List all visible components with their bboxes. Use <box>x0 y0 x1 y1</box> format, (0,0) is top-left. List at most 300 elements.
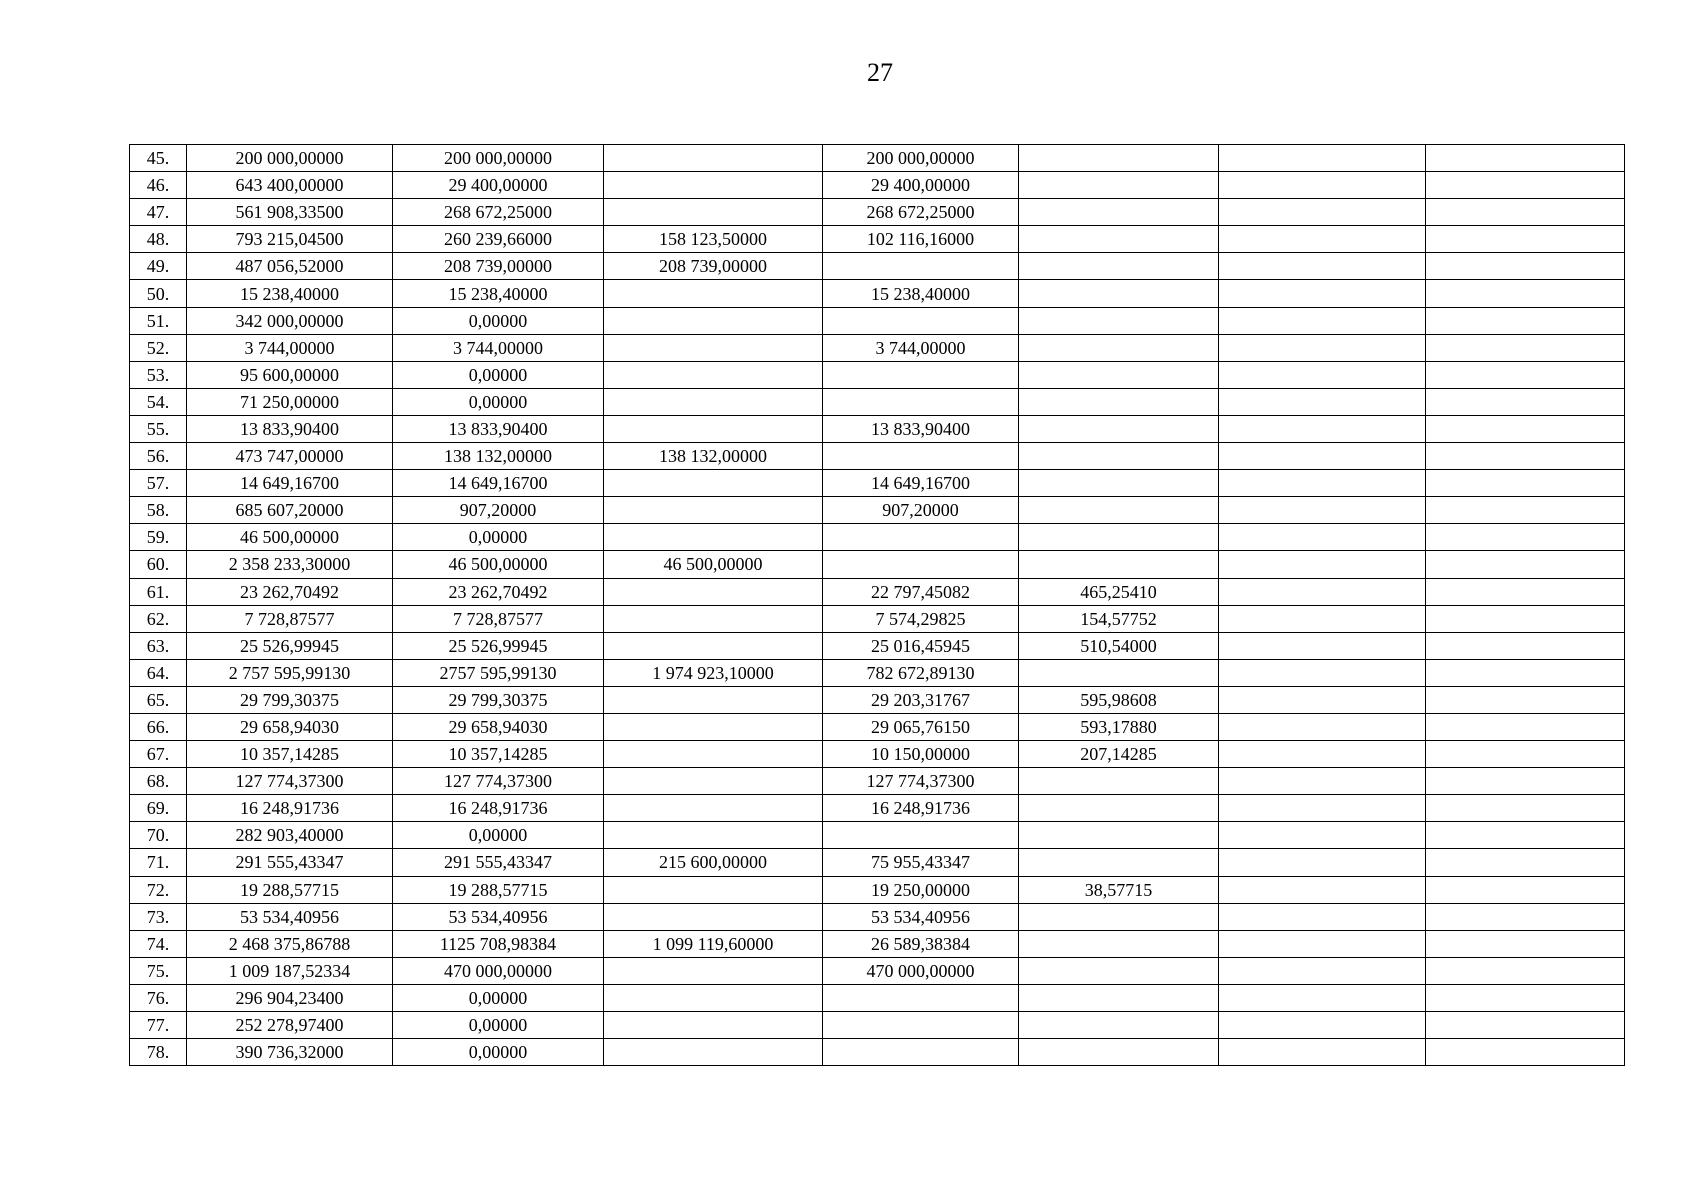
table-cell: 907,20000 <box>393 497 604 524</box>
table-cell: 782 672,89130 <box>823 659 1019 686</box>
table-row <box>130 741 1625 768</box>
table-cell: 10 357,14285 <box>187 741 393 768</box>
table-cell <box>1019 849 1219 876</box>
table-cell <box>823 361 1019 388</box>
table-cell <box>1426 145 1625 172</box>
row-number-cell: 60. <box>130 551 187 578</box>
table-cell: 127 774,37300 <box>823 768 1019 795</box>
table-row <box>130 984 1625 1011</box>
table-cell: 296 904,23400 <box>187 984 393 1011</box>
table-cell: 14 649,16700 <box>823 470 1019 497</box>
table-cell <box>1019 280 1219 307</box>
table-cell: 158 123,50000 <box>604 226 823 253</box>
table-cell <box>1219 605 1426 632</box>
table-cell: 2 358 233,30000 <box>187 551 393 578</box>
table-cell: 15 238,40000 <box>823 280 1019 307</box>
table-row <box>130 388 1625 415</box>
table-cell <box>1219 713 1426 740</box>
table-cell: 10 150,00000 <box>823 741 1019 768</box>
table-cell <box>1219 443 1426 470</box>
table-cell <box>604 984 823 1011</box>
table-cell: 208 739,00000 <box>604 253 823 280</box>
table-cell: 23 262,70492 <box>187 578 393 605</box>
table-cell: 0,00000 <box>393 524 604 551</box>
table-cell <box>604 172 823 199</box>
row-number-cell: 54. <box>130 388 187 415</box>
table-cell <box>1219 849 1426 876</box>
table-cell: 487 056,52000 <box>187 253 393 280</box>
table-cell <box>1019 470 1219 497</box>
table-cell: 14 649,16700 <box>187 470 393 497</box>
table-cell <box>823 822 1019 849</box>
table-cell <box>1019 307 1219 334</box>
table-cell: 291 555,43347 <box>393 849 604 876</box>
table-cell <box>1219 307 1426 334</box>
table-cell <box>823 307 1019 334</box>
row-number-cell: 67. <box>130 741 187 768</box>
table-cell <box>1019 551 1219 578</box>
table-cell: 46 500,00000 <box>604 551 823 578</box>
table-cell: 13 833,90400 <box>187 415 393 442</box>
table-cell <box>604 470 823 497</box>
table-cell <box>1019 388 1219 415</box>
row-number-cell: 66. <box>130 713 187 740</box>
table-row <box>130 957 1625 984</box>
table-cell <box>1219 253 1426 280</box>
table-cell: 0,00000 <box>393 822 604 849</box>
table-cell: 16 248,91736 <box>823 795 1019 822</box>
table-cell <box>1019 199 1219 226</box>
table-cell <box>1426 876 1625 903</box>
table-cell <box>1426 334 1625 361</box>
table-cell <box>1426 280 1625 307</box>
table-cell <box>1426 984 1625 1011</box>
table-cell <box>604 199 823 226</box>
table-cell: 282 903,40000 <box>187 822 393 849</box>
row-number-cell: 74. <box>130 930 187 957</box>
table-cell <box>1426 930 1625 957</box>
row-number-cell: 68. <box>130 768 187 795</box>
row-number-cell: 75. <box>130 957 187 984</box>
table-cell <box>1219 578 1426 605</box>
table-cell: 215 600,00000 <box>604 849 823 876</box>
table-row <box>130 605 1625 632</box>
table-cell <box>1219 741 1426 768</box>
table-row <box>130 551 1625 578</box>
table-cell: 26 589,38384 <box>823 930 1019 957</box>
table-row <box>130 713 1625 740</box>
table-cell <box>823 388 1019 415</box>
table-cell <box>1426 632 1625 659</box>
table-cell <box>604 415 823 442</box>
table-cell <box>1219 1039 1426 1066</box>
table-cell <box>604 795 823 822</box>
table-cell <box>1219 768 1426 795</box>
table-cell: 38,57715 <box>1019 876 1219 903</box>
table-cell <box>604 280 823 307</box>
table-cell <box>1426 713 1625 740</box>
table-row <box>130 524 1625 551</box>
table-cell <box>1019 984 1219 1011</box>
table-cell: 2 468 375,86788 <box>187 930 393 957</box>
table-cell <box>1019 361 1219 388</box>
table-row <box>130 334 1625 361</box>
table-cell: 0,00000 <box>393 388 604 415</box>
table-cell <box>1219 903 1426 930</box>
table-cell: 685 607,20000 <box>187 497 393 524</box>
table-cell <box>1426 849 1625 876</box>
table-cell <box>1019 226 1219 253</box>
table-cell <box>1019 253 1219 280</box>
table-cell <box>1426 307 1625 334</box>
row-number-cell: 51. <box>130 307 187 334</box>
table-row <box>130 145 1625 172</box>
table-cell <box>1019 822 1219 849</box>
table-cell: 342 000,00000 <box>187 307 393 334</box>
table-cell <box>604 876 823 903</box>
row-number-cell: 73. <box>130 903 187 930</box>
table-cell <box>1426 822 1625 849</box>
table-cell: 25 016,45945 <box>823 632 1019 659</box>
row-number-cell: 77. <box>130 1012 187 1039</box>
table-row <box>130 876 1625 903</box>
table-cell <box>1219 145 1426 172</box>
table-cell: 200 000,00000 <box>393 145 604 172</box>
table-row <box>130 470 1625 497</box>
row-number-cell: 49. <box>130 253 187 280</box>
table-cell <box>604 741 823 768</box>
table-cell: 0,00000 <box>393 1012 604 1039</box>
table-cell <box>1219 226 1426 253</box>
table-body <box>130 145 1625 1066</box>
table-cell <box>823 1012 1019 1039</box>
table-cell <box>1219 551 1426 578</box>
table-cell: 29 658,94030 <box>187 713 393 740</box>
row-number-cell: 48. <box>130 226 187 253</box>
table-cell <box>1019 768 1219 795</box>
row-number-cell: 58. <box>130 497 187 524</box>
table-cell <box>823 253 1019 280</box>
table-cell <box>1426 172 1625 199</box>
table-cell: 25 526,99945 <box>393 632 604 659</box>
table-cell <box>1219 1012 1426 1039</box>
table-cell <box>1426 768 1625 795</box>
table-cell <box>1219 984 1426 1011</box>
table-cell: 25 526,99945 <box>187 632 393 659</box>
table-cell: 29 400,00000 <box>393 172 604 199</box>
table-cell: 793 215,04500 <box>187 226 393 253</box>
table-cell: 7 728,87577 <box>393 605 604 632</box>
row-number-cell: 47. <box>130 199 187 226</box>
table-cell <box>1426 524 1625 551</box>
table-cell <box>604 1012 823 1039</box>
table-cell <box>1426 957 1625 984</box>
table-cell: 13 833,90400 <box>823 415 1019 442</box>
table-cell <box>604 903 823 930</box>
table-cell: 23 262,70492 <box>393 578 604 605</box>
table-row <box>130 253 1625 280</box>
table-cell <box>604 388 823 415</box>
table-cell <box>604 497 823 524</box>
table-cell: 15 238,40000 <box>393 280 604 307</box>
table-row <box>130 307 1625 334</box>
table-cell <box>604 605 823 632</box>
table-cell: 19 250,00000 <box>823 876 1019 903</box>
row-number-cell: 62. <box>130 605 187 632</box>
table-cell <box>604 334 823 361</box>
table-cell <box>604 686 823 713</box>
table-cell <box>1219 388 1426 415</box>
table-cell: 260 239,66000 <box>393 226 604 253</box>
row-number-cell: 64. <box>130 659 187 686</box>
table-cell <box>1426 741 1625 768</box>
table-cell <box>1219 199 1426 226</box>
table-cell <box>604 307 823 334</box>
table-cell: 1 009 187,52334 <box>187 957 393 984</box>
row-number-cell: 78. <box>130 1039 187 1066</box>
table-cell: 470 000,00000 <box>393 957 604 984</box>
table-cell <box>823 984 1019 1011</box>
table-cell <box>1019 659 1219 686</box>
row-number-cell: 70. <box>130 822 187 849</box>
table-cell: 907,20000 <box>823 497 1019 524</box>
table-row <box>130 795 1625 822</box>
table-cell <box>1426 903 1625 930</box>
table-cell <box>1019 930 1219 957</box>
table-cell <box>1219 876 1426 903</box>
table-cell <box>1426 795 1625 822</box>
table-cell: 138 132,00000 <box>604 443 823 470</box>
table-cell <box>604 578 823 605</box>
table-cell: 390 736,32000 <box>187 1039 393 1066</box>
table-cell <box>1019 172 1219 199</box>
table-cell: 208 739,00000 <box>393 253 604 280</box>
table-cell: 95 600,00000 <box>187 361 393 388</box>
data-table <box>129 144 1625 1066</box>
table-cell: 10 357,14285 <box>393 741 604 768</box>
table-cell: 252 278,97400 <box>187 1012 393 1039</box>
table-cell: 643 400,00000 <box>187 172 393 199</box>
table-cell: 593,17880 <box>1019 713 1219 740</box>
table-cell <box>1219 415 1426 442</box>
table-cell <box>1426 1012 1625 1039</box>
table-cell: 29 203,31767 <box>823 686 1019 713</box>
table-cell <box>1019 524 1219 551</box>
table-cell <box>1219 822 1426 849</box>
table-cell <box>1426 226 1625 253</box>
table-cell <box>1019 145 1219 172</box>
table-cell <box>1426 388 1625 415</box>
table-cell: 22 797,45082 <box>823 578 1019 605</box>
table-cell <box>604 1039 823 1066</box>
table-row <box>130 1012 1625 1039</box>
table-cell: 16 248,91736 <box>187 795 393 822</box>
table-row <box>130 768 1625 795</box>
table-cell: 13 833,90400 <box>393 415 604 442</box>
table-cell <box>604 361 823 388</box>
row-number-cell: 52. <box>130 334 187 361</box>
table-cell: 15 238,40000 <box>187 280 393 307</box>
table-row <box>130 199 1625 226</box>
table-row <box>130 226 1625 253</box>
table-cell: 268 672,25000 <box>393 199 604 226</box>
table-row <box>130 578 1625 605</box>
table-cell <box>1426 443 1625 470</box>
table-cell <box>604 145 823 172</box>
table-row <box>130 1039 1625 1066</box>
table-cell <box>1426 497 1625 524</box>
table-cell: 29 658,94030 <box>393 713 604 740</box>
table-cell: 29 400,00000 <box>823 172 1019 199</box>
table-cell <box>1019 497 1219 524</box>
table-cell <box>1426 659 1625 686</box>
table-cell: 207,14285 <box>1019 741 1219 768</box>
table-cell: 29 799,30375 <box>187 686 393 713</box>
table-cell: 1 974 923,10000 <box>604 659 823 686</box>
table-cell: 2757 595,99130 <box>393 659 604 686</box>
table-cell <box>1219 957 1426 984</box>
table-cell: 154,57752 <box>1019 605 1219 632</box>
table-cell <box>604 822 823 849</box>
table-cell: 200 000,00000 <box>823 145 1019 172</box>
table-cell <box>1219 524 1426 551</box>
table-cell <box>604 713 823 740</box>
table-cell: 1125 708,98384 <box>393 930 604 957</box>
table-cell <box>1219 470 1426 497</box>
table-cell <box>1019 903 1219 930</box>
row-number-cell: 61. <box>130 578 187 605</box>
table-cell <box>604 957 823 984</box>
table-cell: 53 534,40956 <box>393 903 604 930</box>
table-cell: 200 000,00000 <box>187 145 393 172</box>
table-cell: 0,00000 <box>393 361 604 388</box>
table-cell <box>1219 659 1426 686</box>
table-row <box>130 497 1625 524</box>
table-cell <box>1426 578 1625 605</box>
page-number: 27 <box>867 58 893 87</box>
table-row <box>130 443 1625 470</box>
row-number-cell: 76. <box>130 984 187 1011</box>
table-cell <box>1219 172 1426 199</box>
table-cell <box>1219 497 1426 524</box>
table-cell <box>1019 415 1219 442</box>
table-cell: 2 757 595,99130 <box>187 659 393 686</box>
table-cell <box>1426 605 1625 632</box>
table-cell: 7 574,29825 <box>823 605 1019 632</box>
row-number-cell: 59. <box>130 524 187 551</box>
row-number-cell: 57. <box>130 470 187 497</box>
table-cell: 46 500,00000 <box>393 551 604 578</box>
table-cell <box>823 443 1019 470</box>
table-cell <box>1219 334 1426 361</box>
table-cell <box>1426 1039 1625 1066</box>
table-cell: 14 649,16700 <box>393 470 604 497</box>
table-cell: 1 099 119,60000 <box>604 930 823 957</box>
table-cell: 268 672,25000 <box>823 199 1019 226</box>
table-cell: 291 555,43347 <box>187 849 393 876</box>
table-cell: 29 065,76150 <box>823 713 1019 740</box>
table-row <box>130 686 1625 713</box>
table-cell <box>823 524 1019 551</box>
table-cell <box>604 524 823 551</box>
table-cell <box>1019 957 1219 984</box>
row-number-cell: 63. <box>130 632 187 659</box>
table-cell: 19 288,57715 <box>187 876 393 903</box>
table-cell: 127 774,37300 <box>393 768 604 795</box>
table-cell <box>1219 280 1426 307</box>
table-cell: 46 500,00000 <box>187 524 393 551</box>
table-cell: 16 248,91736 <box>393 795 604 822</box>
table-cell <box>604 768 823 795</box>
table-cell <box>1426 361 1625 388</box>
table-cell <box>1219 632 1426 659</box>
table-cell <box>1019 443 1219 470</box>
row-number-cell: 45. <box>130 145 187 172</box>
table-cell: 0,00000 <box>393 307 604 334</box>
table-row <box>130 822 1625 849</box>
table-cell: 75 955,43347 <box>823 849 1019 876</box>
table-row <box>130 172 1625 199</box>
table-cell <box>1019 334 1219 361</box>
table-cell <box>1019 1039 1219 1066</box>
table-cell: 127 774,37300 <box>187 768 393 795</box>
table-row <box>130 280 1625 307</box>
table-cell: 53 534,40956 <box>823 903 1019 930</box>
row-number-cell: 72. <box>130 876 187 903</box>
table-cell <box>1426 551 1625 578</box>
table-cell <box>1219 795 1426 822</box>
table-cell: 465,25410 <box>1019 578 1219 605</box>
table-row <box>130 930 1625 957</box>
table-cell <box>1426 199 1625 226</box>
row-number-cell: 56. <box>130 443 187 470</box>
table-cell: 19 288,57715 <box>393 876 604 903</box>
table-cell: 71 250,00000 <box>187 388 393 415</box>
row-number-cell: 65. <box>130 686 187 713</box>
table-row <box>130 659 1625 686</box>
table-cell: 3 744,00000 <box>187 334 393 361</box>
table-row <box>130 361 1625 388</box>
row-number-cell: 53. <box>130 361 187 388</box>
table-cell: 3 744,00000 <box>393 334 604 361</box>
table-cell <box>1426 415 1625 442</box>
table-cell <box>1219 686 1426 713</box>
table-cell: 29 799,30375 <box>393 686 604 713</box>
row-number-cell: 46. <box>130 172 187 199</box>
table-cell: 561 908,33500 <box>187 199 393 226</box>
table-cell: 53 534,40956 <box>187 903 393 930</box>
table-cell <box>823 1039 1019 1066</box>
row-number-cell: 71. <box>130 849 187 876</box>
table-row <box>130 903 1625 930</box>
table-cell: 595,98608 <box>1019 686 1219 713</box>
table-cell <box>823 551 1019 578</box>
table-cell <box>1426 470 1625 497</box>
table-cell <box>1019 795 1219 822</box>
table-cell <box>1219 930 1426 957</box>
table-cell: 3 744,00000 <box>823 334 1019 361</box>
table-row <box>130 849 1625 876</box>
table-row <box>130 632 1625 659</box>
table-cell <box>1019 1012 1219 1039</box>
table-cell: 510,54000 <box>1019 632 1219 659</box>
row-number-cell: 50. <box>130 280 187 307</box>
table-cell: 7 728,87577 <box>187 605 393 632</box>
table-cell: 138 132,00000 <box>393 443 604 470</box>
row-number-cell: 69. <box>130 795 187 822</box>
table-cell <box>1219 361 1426 388</box>
table-row <box>130 415 1625 442</box>
